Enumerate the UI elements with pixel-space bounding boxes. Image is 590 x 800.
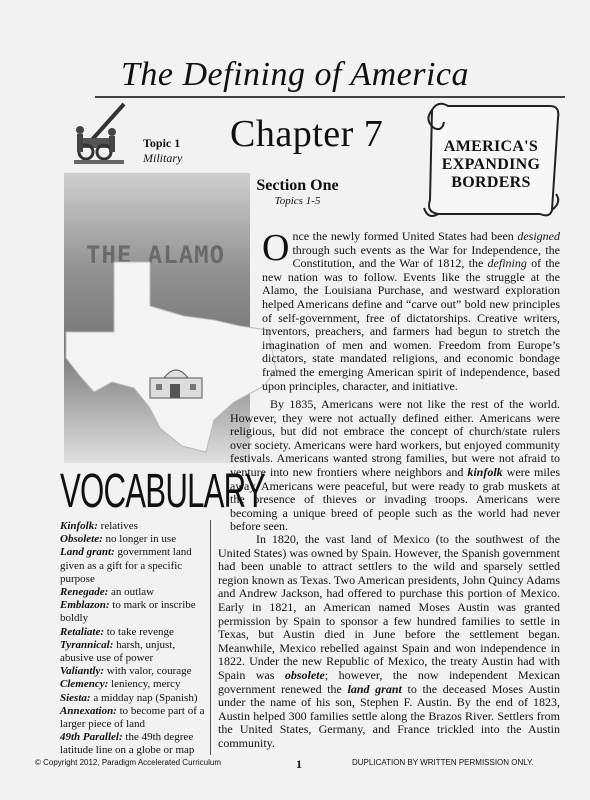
vocab-definition: harsh, unjust, abusive use of power — [60, 638, 176, 665]
vocab-item — [60, 665, 210, 678]
drop-cap: O — [262, 227, 290, 269]
vocab-item — [60, 678, 210, 691]
vocab-definition: no longer in use — [102, 533, 177, 546]
paragraph-3: In 1820, the vast land of Mexico (to the southwest of the United States) was owned by Spain. However, the Spanish government had been unable to attract settlers to the wild and sparsely settled region known as Texas. Two American presidents, John Quincy Adams and Andrew Jackson, had offered to purchase this portion of Mexico. Early in 1821, an American named Moses Austin was granted permission by Spain to sponsor a few hundred families to settle in Texas, but Austin died in June before the settlement began. Meanwhile, Mexico rebelled against Spain and won independence in 1822. Under the new Republic of Mexico, the treaty Austin had with Spain was obsolete; however, the now independent Mexican government renewed the land grant to the deceased Moses Austin under the name of his son, Stephen F. Austin. By the end of 1823, Austin helped 300 families settle along the Brazos River. Settlers from the United States, Germany, and France trickled into the Austin community. — [218, 532, 561, 750]
vocab-item — [60, 599, 210, 625]
banner-line-3: BORDERS — [451, 174, 531, 191]
paragraph-2: By 1835, Americans were not like the rest of the world. However, they were not actually defined either. Americans were religious, but did not embrace the concept of church/state rulers over society. Americans were hard workers, but enjoyed community festivals. Americans wanted strong families, but were not afraid to venture into new frontiers where neighbors and kinfolk were miles away. Americans were peaceful, but were ready to grab muskets at the presence of thieves or invading troops. Americans were becoming a unique breed of people such as the world had never before seen. — [230, 397, 561, 534]
vocab-term: Land grant: — [60, 546, 115, 559]
vocab-term: Kinfolk: — [60, 520, 98, 532]
banner-text — [424, 138, 558, 192]
vocab-term: Valiantly: — [60, 665, 105, 678]
vocab-term: Clemency: — [60, 678, 109, 691]
vocab-definition: to take revenge — [104, 625, 174, 638]
copyright-notice: © Copyright 2012, Paradigm Accelerated Curriculum — [35, 758, 221, 767]
vocab-term: Retaliate: — [60, 625, 104, 638]
vocab-definition: a midday nap (Spanish) — [90, 691, 198, 704]
topic-subtitle: Military — [143, 151, 183, 165]
vocab-item — [60, 586, 210, 599]
topic-label: Topic 1 — [143, 136, 181, 150]
page-title: The Defining of America — [121, 56, 469, 93]
vocab-term: Obsolete: — [60, 533, 103, 546]
vocab-term: Siesta: — [60, 691, 91, 704]
soldier-cannon-icon — [72, 100, 128, 166]
vocab-item — [60, 546, 210, 586]
banner-line-2: EXPANDING — [441, 156, 541, 173]
vocab-item — [60, 533, 210, 546]
section-title: Section One — [256, 177, 339, 194]
section-subtitle: Topics 1-5 — [274, 195, 321, 207]
vocab-definition: the 49th degree latitude line on a globe or map — [60, 731, 195, 757]
vocab-item — [60, 731, 210, 757]
paragraph-1: Once the newly formed United States had been designed through such events as the War for Independence, the Constitution, and the War of 1812, the defining of the new nation was to follow. Events like the struggle at the Alamo, the Louisiana Purchase, and westward exploration helped Americans define and “carve out” bold new principles of self-government, free of dictatorships. Creative writers, inventors, preachers, and farmers had begun to stretch the imagination of men and women. Freedom from Europe’s dictators, state mandated religions, and economic bondage framed the emerging American spirit of independence, based upon principles, character, and initiative. — [262, 227, 560, 393]
vocab-definition: government land given as a gift for a specific purpose — [60, 546, 192, 585]
vocab-term: Annexation: — [60, 704, 117, 717]
vocabulary-divider — [210, 520, 211, 755]
page-number: 1 — [296, 757, 302, 771]
vocabulary-heading: VOCABULARY — [60, 465, 265, 518]
vocab-definition: an outlaw — [108, 586, 155, 599]
vocab-term: Renegade: — [60, 586, 109, 599]
vocab-definition: to become part of a larger piece of land — [60, 704, 205, 731]
vocab-definition: relatives — [97, 520, 138, 532]
chapter-heading: Chapter 7 — [230, 113, 384, 155]
vocab-item — [60, 692, 210, 705]
vocab-item — [60, 626, 210, 639]
vocab-definition: with valor, courage — [104, 665, 192, 678]
vocab-definition: to mark or inscribe boldly — [60, 599, 196, 625]
banner-line-1: AMERICA'S — [443, 138, 539, 155]
vocab-item — [60, 705, 210, 731]
permission-notice: DUPLICATION BY WRITTEN PERMISSION ONLY. — [352, 758, 534, 767]
vocab-item — [60, 520, 210, 533]
alamo-title: THE ALAMO — [86, 241, 226, 269]
vocab-item — [60, 639, 210, 665]
vocab-term: Tyrannical: — [60, 638, 114, 651]
vocab-definition: leniency, mercy — [108, 678, 181, 691]
vocab-term: 49th Parallel: — [60, 731, 123, 744]
vocab-term: Emblazon: — [60, 599, 110, 612]
vocabulary-list — [60, 520, 210, 758]
